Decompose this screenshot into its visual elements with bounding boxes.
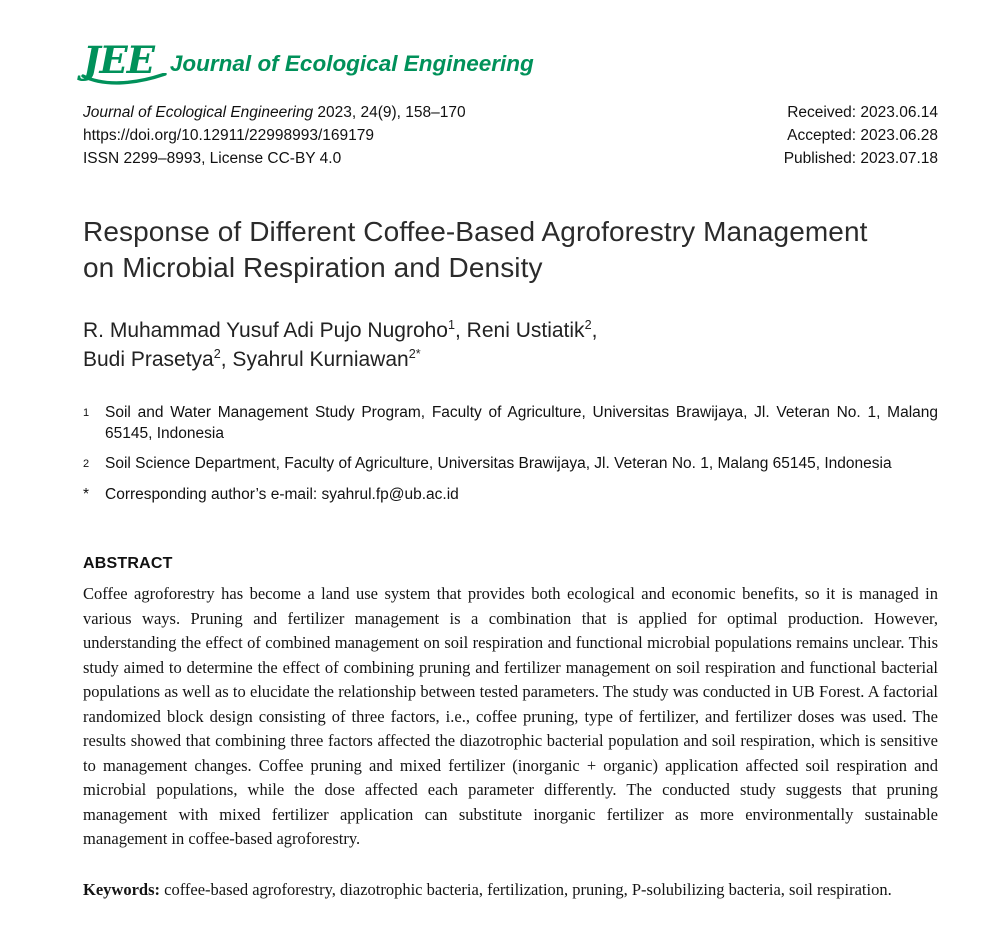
article-title-line2: on Microbial Respiration and Density: [83, 252, 543, 283]
author-affiliation-sup: 1: [448, 318, 456, 332]
corresponding-author-row: [83, 484, 938, 505]
corresponding-author-marker: *: [83, 486, 90, 503]
corresponding-author-text: [105, 484, 938, 505]
affiliation-item: [83, 402, 938, 444]
doi-link[interactable]: https://doi.org/10.12911/22998993/169179: [83, 127, 375, 144]
citation-journal-name: Journal of Ecological Engineering: [83, 104, 314, 121]
citation-volume-pages: 2023, 24(9), 158–170: [313, 104, 466, 121]
affiliation-item: [83, 453, 938, 475]
journal-header: [83, 38, 938, 170]
citation-line: [83, 101, 466, 124]
authors-line-2: [83, 345, 938, 374]
article-title-line1: Response of Different Coffee-Based Agroforestry Management: [83, 216, 868, 247]
keywords-line: [83, 878, 938, 903]
author-affiliation-sup: 2: [584, 318, 592, 332]
citation-block: [83, 101, 466, 170]
author-name: Budi Prasetya: [83, 348, 214, 371]
affiliation-text: Soil and Water Management Study Program, Faculty of Agriculture, Universitas Brawijaya, Jl. Veteran No. 1, Malang 65145, Indonesia: [105, 404, 938, 442]
authors-line-separator: ,: [591, 319, 598, 342]
author-affiliation-sup: 2*: [408, 347, 421, 361]
article-meta-row: [83, 101, 938, 170]
corresponding-author-email[interactable]: syahrul.fp@ub.ac.id: [321, 486, 459, 503]
authors-block: [83, 316, 938, 374]
accepted-date: Accepted: 2023.06.28: [787, 127, 938, 144]
authors-line-1: [83, 316, 938, 345]
author-name: R. Muhammad Yusuf Adi Pujo Nugroho: [83, 319, 448, 342]
corresponding-author-label: Corresponding author’s e-mail:: [105, 486, 322, 503]
author-affiliation-sup: 2: [213, 347, 221, 361]
journal-name: Journal of Ecological Engineering: [169, 51, 534, 76]
author-name: , Reni Ustiatik: [455, 319, 585, 342]
affiliation-marker: 2: [83, 458, 90, 470]
keywords-label: Keywords:: [83, 879, 160, 899]
published-date: Published: 2023.07.18: [783, 150, 938, 167]
keywords-text: coffee-based agroforestry, diazotrophic bacteria, fertilization, pruning, P-solubilizing bacteria, soil respiration.: [160, 879, 892, 899]
jee-logo-swoosh-icon: [81, 73, 167, 85]
received-date: Received: 2023.06.14: [787, 104, 938, 121]
abstract-text: Coffee agroforestry has become a land use system that provides both ecological and economic benefits, so it is managed in various ways. Pruning and fertilizer management is a combination that is applied for optimal production. However, understanding the effect of combined management on soil respiration and functional microbial populations remains unclear. This study aimed to determine the effect of combining pruning and fertilizer management on soil respiration and functional bacterial populations as well as to elucidate the relationship between tested parameters. The study was conducted in UB Forest. A factorial randomized block design consisting of three factors, i.e., coffee pruning, type of fertilizer, and fertilizer doses was used. The results showed that combining three factors affected the diazotrophic bacterial population and soil respiration, which is sensitive to management changes. Coffee pruning and mixed fertilizer (inorganic + organic) application affected soil respiration and microbial populations, while the dose affected each parameter differently. The conducted study suggests that pruning management with mixed fertilizer application can substitute inorganic fertilizer as more environmentally sustainable management in coffee-based agroforestry.: [83, 584, 938, 848]
jee-logo: [83, 38, 154, 85]
dates-block: [784, 101, 938, 170]
issn-license-line: ISSN 2299–8993, License CC-BY 4.0: [83, 150, 342, 167]
article-title: [83, 214, 938, 286]
author-name: , Syahrul Kurniawan: [220, 348, 409, 371]
affiliations-block: [83, 402, 938, 505]
journal-logo-row: [83, 38, 938, 85]
abstract-heading: ABSTRACT: [83, 555, 173, 572]
jee-logo-text: JEE: [83, 38, 154, 82]
affiliation-text: Soil Science Department, Faculty of Agriculture, Universitas Brawijaya, Jl. Veteran No. 1, Malang 65145, Indonesia: [105, 455, 892, 472]
affiliation-marker: 1: [83, 407, 90, 419]
